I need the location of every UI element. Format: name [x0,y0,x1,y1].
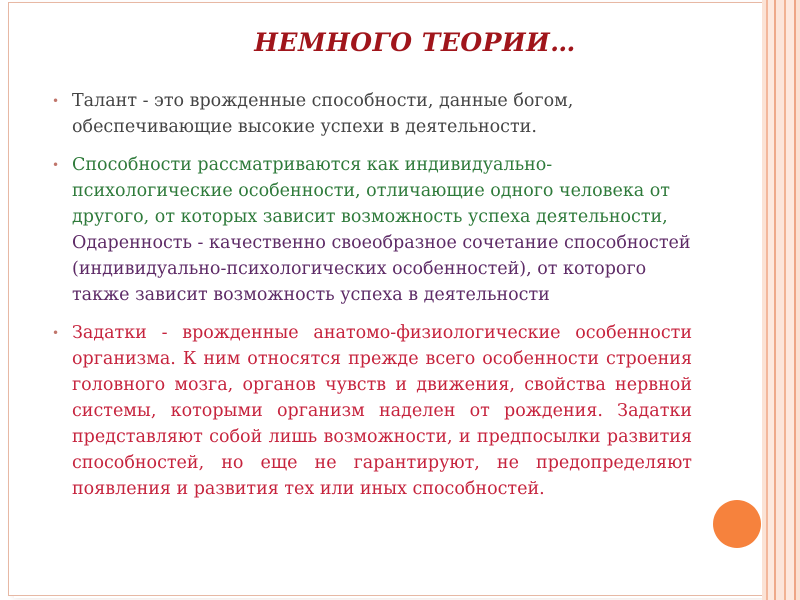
decorative-circle [713,500,761,548]
item-text-abilities: Способности рассматриваются как индивидуально-психологические особенности, отличающие одного человека от другого, от которых зависит возможность успеха деятельности, [72,155,670,227]
list-item-talent [52,88,692,140]
item-text-giftedness: Одаренность - качественно своеобразное сочетание способностей (индивидуально-психологических особенностей), от которого также зависит возможность успеха в деятельности [72,233,691,305]
bullet-icon: • [52,326,60,340]
item-text: Задатки - врожденные анатомо-физиологические особенности организма. К ним относятся прежде всего особенности строения головного мозга, органов чувств и движения, свойства нервной системы, которыми организм наделен от рождения. Задатки представляют собой лишь возможности, и предпосылки развития способностей, но еще не гарантируют, не предопределяют появления и развития тех или иных способностей. [72,323,692,499]
slide-title: НЕМНОГО ТЕОРИИ… [254,28,576,57]
item-text: Талант - это врожденные способности, данные богом, обеспечивающие высокие успехи в деятельности. [72,91,574,137]
bullet-icon: • [52,158,60,172]
list-item-inclinations [52,320,692,502]
slide-content [52,88,692,514]
decorative-border-stripes [762,0,800,600]
bullet-icon: • [52,94,60,108]
list-item-abilities [52,152,692,308]
